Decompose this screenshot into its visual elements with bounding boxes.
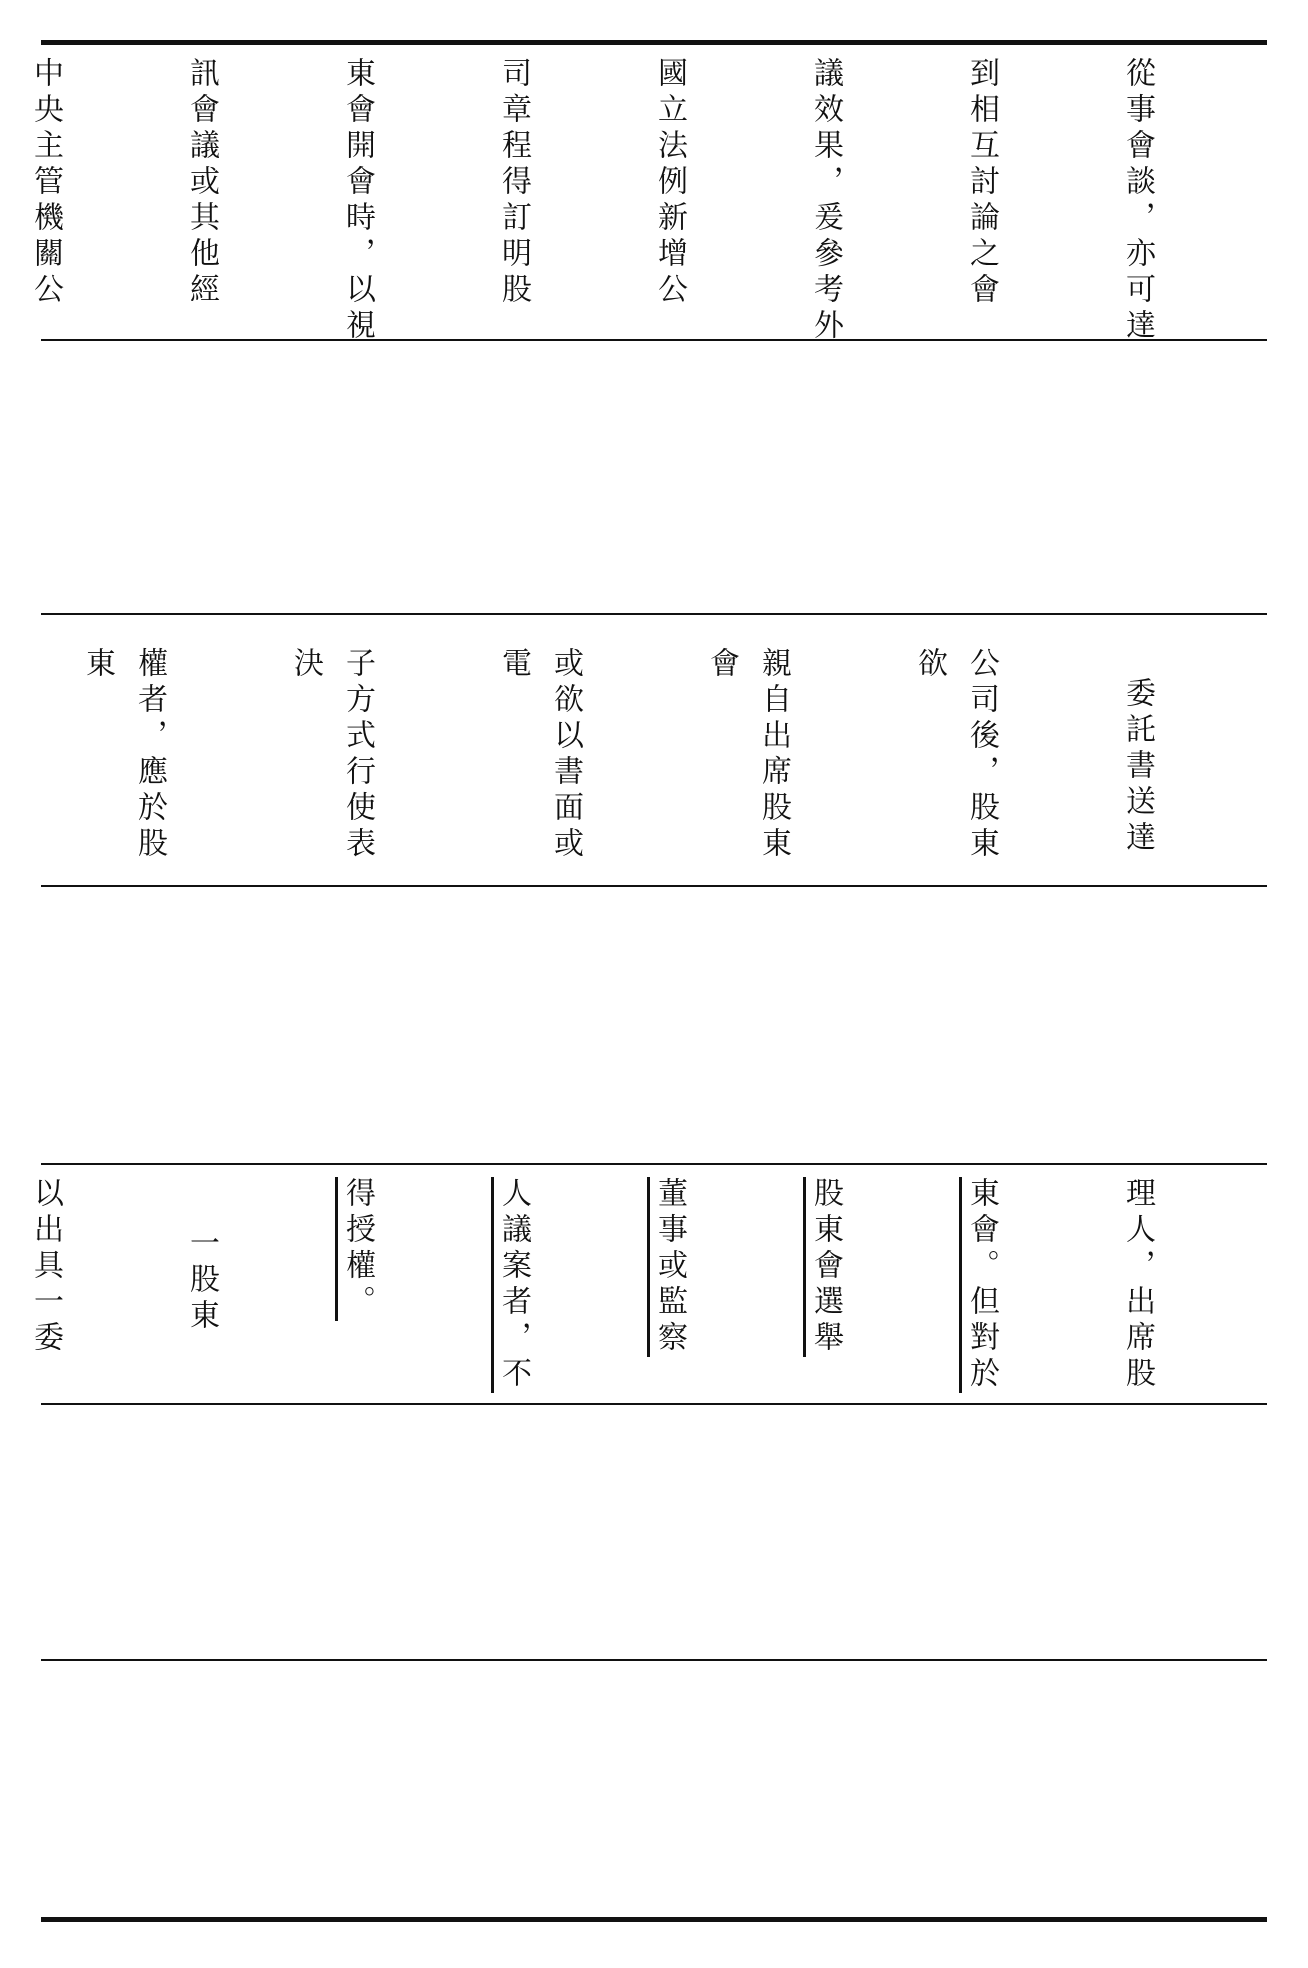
table-bottom-border — [41, 1917, 1267, 1922]
text-line: 委託書送達 — [1120, 677, 1155, 857]
text-line: 公司後，股東欲 — [912, 647, 999, 863]
text-line: 到相互討論之會 — [964, 57, 999, 309]
text-line: 得授權。 — [340, 1177, 375, 1321]
current-text-cell — [41, 615, 1267, 885]
text-line: 國立法例新增公 — [652, 57, 687, 309]
text-line: 董事或監察 — [652, 1177, 687, 1357]
text-line: 理人，出席股 — [1120, 1177, 1155, 1393]
explanation-cell — [28, 45, 1267, 345]
text-line: 一股東 — [184, 1227, 219, 1335]
row-divider — [41, 1659, 1267, 1661]
current-text — [0, 627, 1267, 897]
text-line: 東會開會時，以視 — [340, 57, 375, 345]
text-line: 以出具一委 — [28, 1177, 63, 1357]
amended-text — [0, 1177, 1267, 1415]
text-line: 權者，應於股東 — [80, 647, 167, 863]
text-line: 中央主管機關公 — [28, 57, 63, 309]
text-line: 親自出席股東會 — [704, 647, 791, 863]
amended-text-cell — [28, 1165, 1267, 1403]
text-line: 東會。但對於 — [964, 1177, 999, 1393]
text-line: 或欲以書面或電 — [496, 647, 583, 863]
text-line: 訊會議或其他經 — [184, 57, 219, 309]
text-line: 子方式行使表決 — [288, 647, 375, 863]
text-line: 人議案者，不 — [496, 1177, 531, 1393]
text-line: 從事會談，亦可達 — [1120, 57, 1155, 345]
text-line: 股東會選舉 — [808, 1177, 843, 1357]
text-line: 議效果，爰參考外 — [808, 57, 843, 345]
text-line: 司章程得訂明股 — [496, 57, 531, 309]
explanation-text — [0, 57, 1267, 351]
